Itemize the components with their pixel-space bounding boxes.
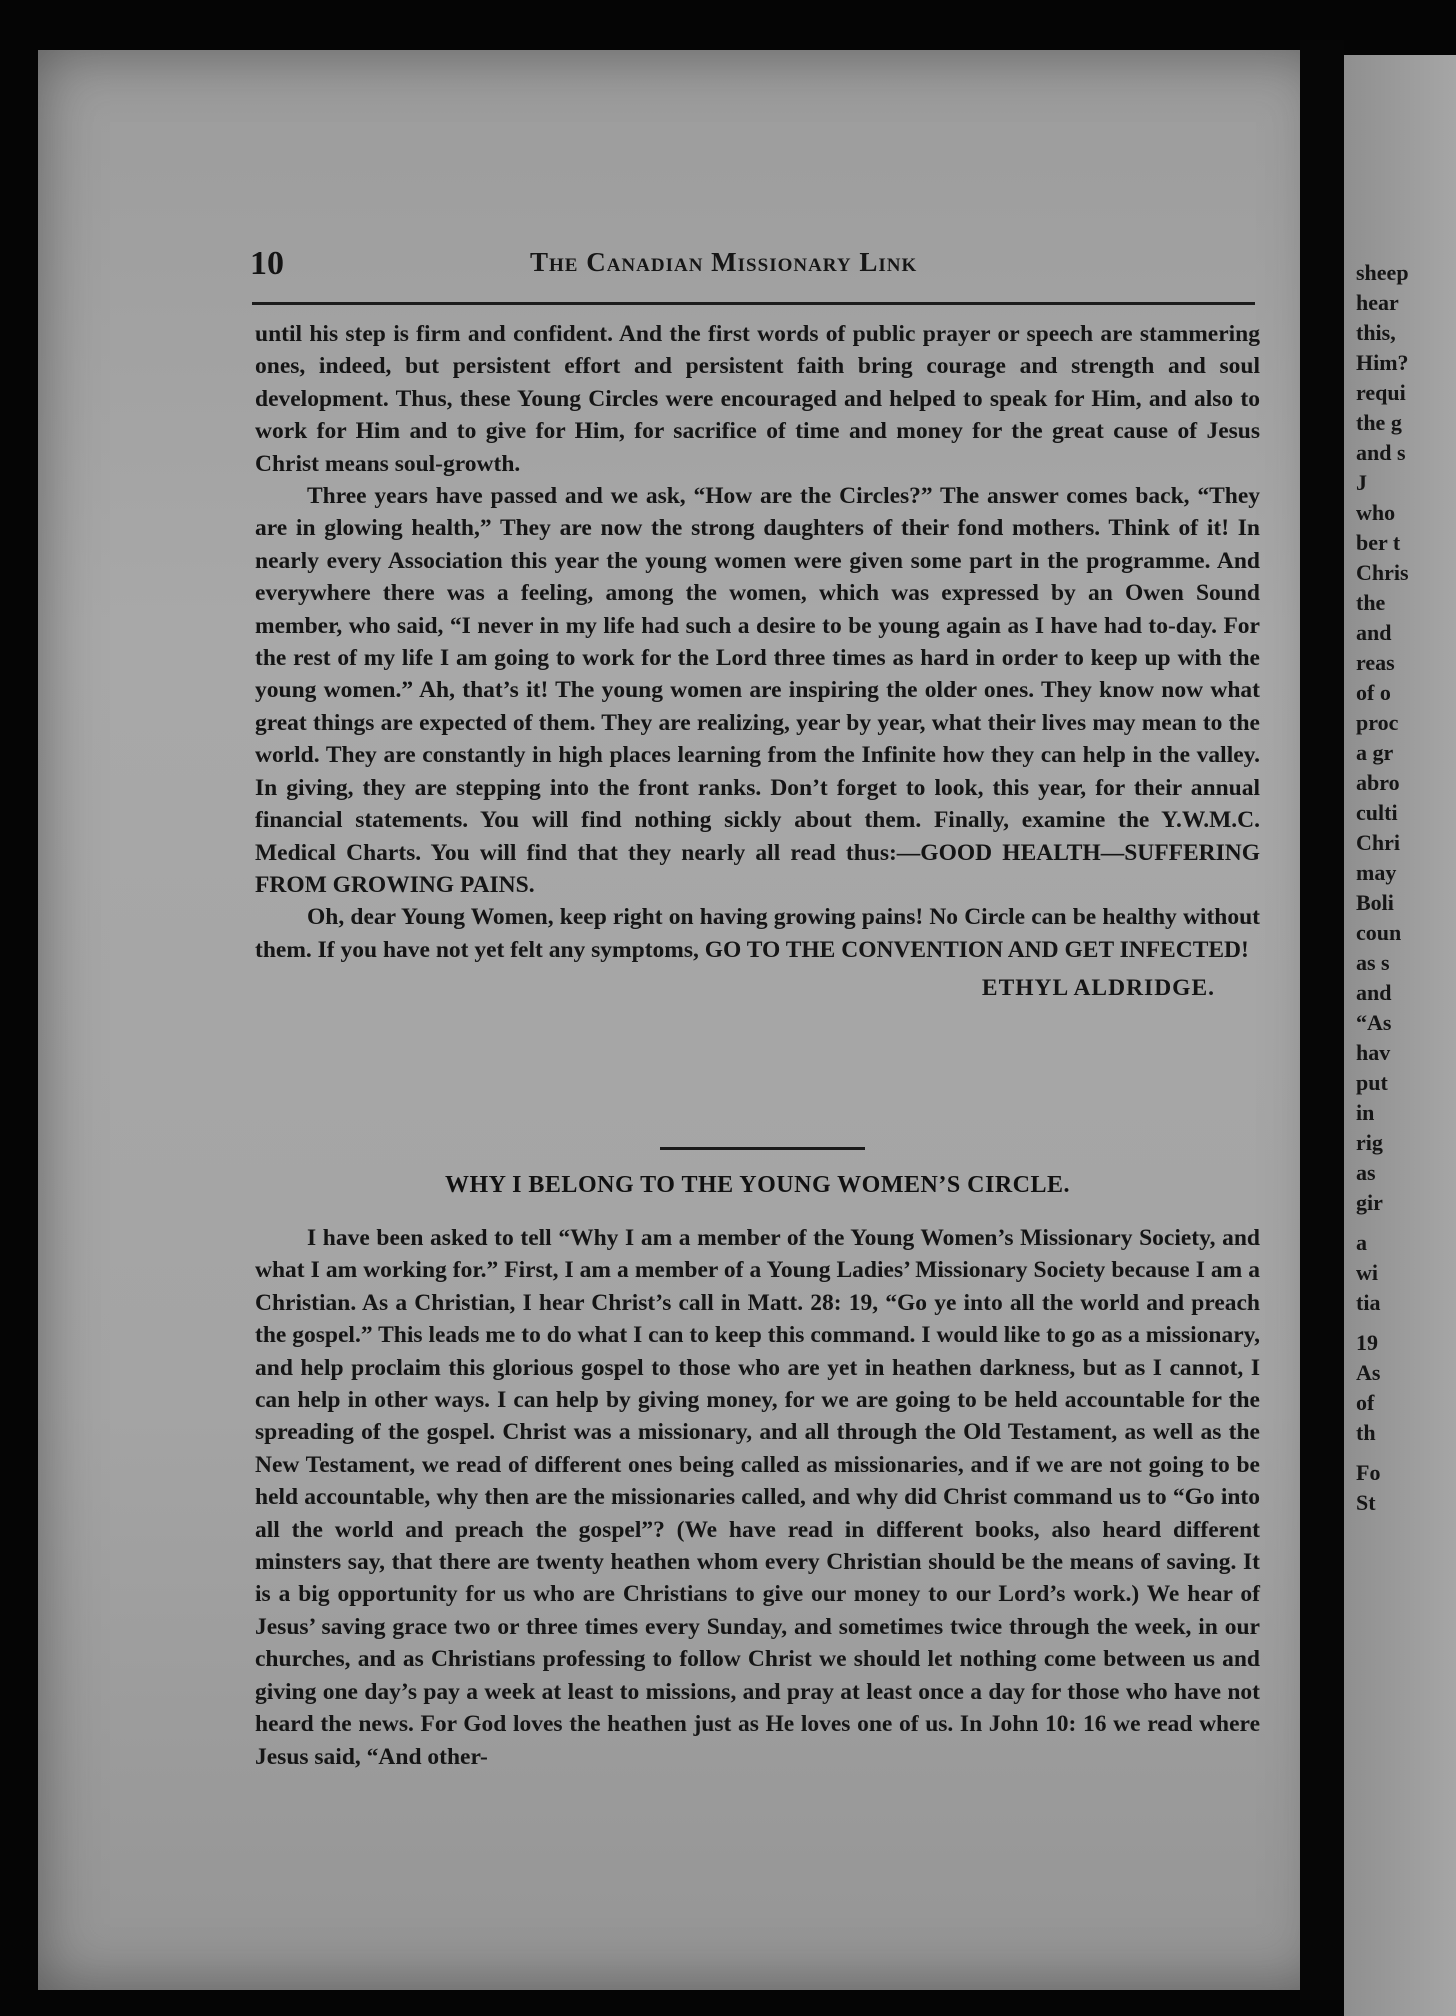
author-signature: ETHYL ALDRIDGE. [981, 975, 1215, 1002]
adjacent-page-line: St [1356, 1490, 1376, 1515]
adjacent-page-line: and [1356, 620, 1392, 645]
adjacent-page-line: ber t [1356, 530, 1401, 555]
adjacent-page-line: a gr [1356, 740, 1394, 765]
adjacent-page-line: 19 [1356, 1330, 1378, 1355]
adjacent-page-line: culti [1356, 800, 1398, 825]
article1-paragraph-2: Three years have passed and we ask, “How are the Circles?” The answer comes back, “They are in glowing health,” They are now the strong daughters of their fond mothers. Think of it! In nearly every Association this year the young women were given some part in the programme. And everywhere there was a feeling, among the women, which was expressed by an Owen Sound member, who said, “I never in my life had such a desire to be young again as I have had to-day. For the rest of my life I am going to work for the Lord three times as hard in order to keep up with the young women.” Ah, that’s it! The young women are inspiring the older ones. They know now what great things are expected of them. They are realizing, year by year, what their lives may mean to the world. They are constantly in high places learning from the Infinite how they can help in the valley. In giving, they are stepping into the front ranks. Don’t forget to look, this year, for their annual financial statements. You will find nothing sickly about them. Finally, examine the Y.W.M.C. Medical Charts. You will find that they nearly all read thus:—GOOD HEALTH—SUFFERING FROM GROWING PAINS. [255, 483, 1260, 898]
adjacent-page-line: gir [1356, 1190, 1383, 1215]
adjacent-page-line: Fo [1356, 1460, 1381, 1485]
section-heading: WHY I BELONG TO THE YOUNG WOMEN’S CIRCLE. [444, 1172, 1071, 1198]
adjacent-page-line: as s [1356, 950, 1390, 975]
adjacent-page-line: Chri [1356, 830, 1400, 855]
adjacent-page-line: in [1356, 1100, 1375, 1125]
adjacent-page-line: put [1356, 1070, 1388, 1095]
adjacent-page-line: may [1356, 860, 1397, 885]
adjacent-page-line: requi [1356, 380, 1406, 405]
adjacent-page-line: hav [1356, 1040, 1391, 1065]
section-divider [660, 1147, 865, 1150]
adjacent-page-line: the [1356, 590, 1386, 615]
adjacent-page-line: of [1356, 1390, 1375, 1415]
adjacent-page-line: the g [1356, 410, 1402, 435]
adjacent-page-fragment [1344, 55, 1456, 2016]
adjacent-page-line: Him? [1356, 350, 1409, 375]
adjacent-page-line: and s [1356, 440, 1406, 465]
adjacent-page-line: sheep [1356, 260, 1409, 285]
running-title: The Canadian Missionary Link [530, 247, 918, 277]
adjacent-page-line: a [1356, 1230, 1367, 1255]
adjacent-page-line: who [1356, 500, 1396, 525]
article1-paragraph-3: Oh, dear Young Women, keep right on having growing pains! No Circle can be healthy without them. If you have not yet felt any symptoms, GO TO THE CONVENTION AND GET INFECTED! [255, 904, 1260, 963]
header-rule [252, 302, 1255, 305]
page-number: 10 [250, 245, 284, 282]
adjacent-page-line: proc [1356, 710, 1399, 735]
adjacent-page-line: this, [1356, 320, 1396, 345]
adjacent-page-line: reas [1356, 650, 1395, 675]
adjacent-page-line: abro [1356, 770, 1400, 795]
adjacent-page-line: Boli [1356, 890, 1394, 915]
adjacent-page-line: hear [1356, 290, 1399, 315]
adjacent-page-line: th [1356, 1420, 1376, 1445]
article2-paragraph-1: I have been asked to tell “Why I am a member of the Young Women’s Missionary Society, and what I am working for.” First, I am a member of a Young Ladies’ Missionary Society because I am a Christian. As a Christian, I hear Christ’s call in Matt. 28: 19, “Go ye into all the world and preach the gospel.” This leads me to do what I can to keep this command. I would like to go as a missionary, and help proclaim this glorious gospel to those who are yet in heathen darkness, but as I cannot, I can help in other ways. I can help by giving money, for we are going to be held accountable for the spreading of the gospel. Christ was a missionary, and all through the Old Testament, as well as the New Testament, we read of different ones being called as missionaries, and if we are not going to be held accountable, why then are the missionaries called, and why did Christ command us to “Go into all the world and preach the gospel”? (We have read in different books, also heard different minsters say, that there are twenty heathen whom every Christian should be the means of saving. It is a big opportunity for us who are Christians to give our money to our Lord’s work.) We hear of Jesus’ saving grace two or three times every Sunday, and sometimes twice through the week, in our churches, and as Christians professing to follow Christ we should let nothing come between us and giving one day’s pay a week at least to missions, and pray at least once a day for those who have not heard the news. For God loves the heathen just as He loves one of us. In John 10: 16 we read where Jesus said, “And other- [255, 1225, 1260, 1770]
adjacent-page-line: as [1356, 1160, 1376, 1185]
book-gutter [1300, 40, 1344, 2000]
adjacent-page-line: Chris [1356, 560, 1409, 585]
adjacent-page-line: of o [1356, 680, 1391, 705]
adjacent-page-line: J [1356, 470, 1367, 495]
adjacent-page-line: tia [1356, 1290, 1381, 1315]
adjacent-page-line: As [1356, 1360, 1381, 1385]
adjacent-page-line: wi [1356, 1260, 1378, 1285]
adjacent-page-line: and [1356, 980, 1392, 1005]
article1-paragraph-1: until his step is firm and confident. And the first words of public prayer or speech are stammering ones, indeed, but persistent effort and persistent faith bring courage and strength and soul development. Thus, these Young Circles were encouraged and helped to speak for Him, and also to work for Him and to give for Him, for sacrifice of time and money for the great cause of Jesus Christ means soul-growth. [255, 321, 1260, 477]
adjacent-page-line: “As [1356, 1010, 1392, 1035]
article-why-i-belong [255, 1222, 1260, 1773]
article-growing-pains [255, 318, 1260, 1005]
adjacent-page-line: rig [1356, 1130, 1383, 1155]
page-header [250, 245, 1255, 305]
adjacent-page-line: coun [1356, 920, 1402, 945]
